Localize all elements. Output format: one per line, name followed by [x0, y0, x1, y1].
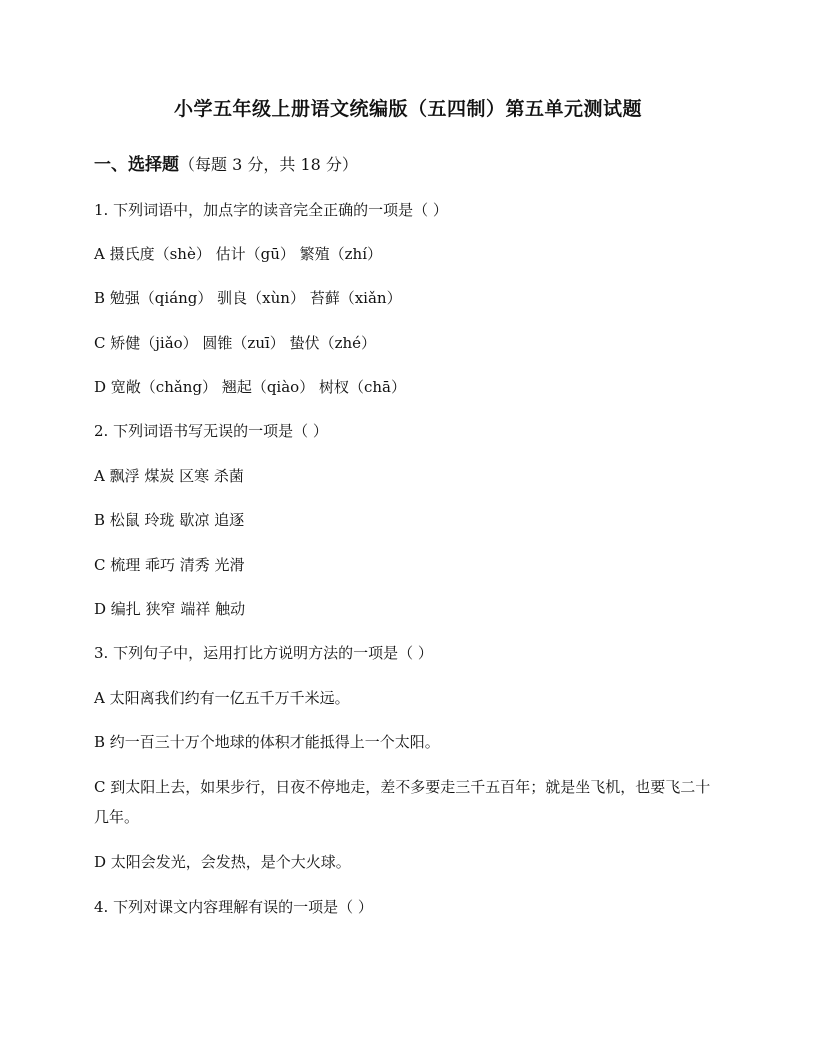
question-3-option-a: A 太阳离我们约有一亿五千万千米远。	[94, 689, 350, 707]
question-2-option-d: D 编扎 狭窄 端祥 触动	[94, 600, 246, 618]
question-1-option-c: C 矫健（jiǎo） 圆锥（zuī） 蛰伏（zhé）	[94, 334, 377, 352]
question-1-option-a: A 摄氏度（shè） 估计（gū） 繁殖（zhí）	[94, 245, 382, 263]
section-heading-note: （每题 3 分，共 18 分）	[179, 155, 358, 174]
question-4-stem: 4. 下列对课文内容理解有误的一项是（ ）	[94, 898, 373, 916]
question-1-option-d: D 宽敞（chǎng） 翘起（qiào） 树杈（chā）	[94, 378, 406, 396]
section-heading	[94, 150, 358, 175]
question-1-stem: 1. 下列词语中，加点字的读音完全正确的一项是（ ）	[94, 201, 448, 219]
question-1-option-b: B 勉强（qiáng） 驯良（xùn） 苔藓（xiǎn）	[94, 289, 402, 307]
question-3-option-c: C 到太阳上去，如果步行，日夜不停地走，差不多要走三千五百年；就是坐飞机，也要飞二十几年。	[94, 778, 711, 826]
question-2-stem: 2. 下列词语书写无误的一项是（ ）	[94, 422, 328, 440]
question-2-option-c: C 梳理 乖巧 清秀 光滑	[94, 556, 245, 574]
question-3-option-d: D 太阳会发光，会发热，是个大火球。	[94, 853, 351, 871]
question-2-option-b: B 松鼠 玲珑 歇凉 追逐	[94, 511, 245, 529]
section-heading-label: 一、选择题	[94, 155, 179, 175]
page-title: 小学五年级上册语文统编版（五四制）第五单元测试题	[173, 98, 642, 120]
question-3-stem: 3. 下列句子中，运用打比方说明方法的一项是（ ）	[94, 644, 433, 662]
question-3-option-b: B 约一百三十万个地球的体积才能抵得上一个太阳。	[94, 733, 440, 751]
question-2-option-a: A 飘浮 煤炭 区寒 杀菌	[94, 467, 244, 485]
